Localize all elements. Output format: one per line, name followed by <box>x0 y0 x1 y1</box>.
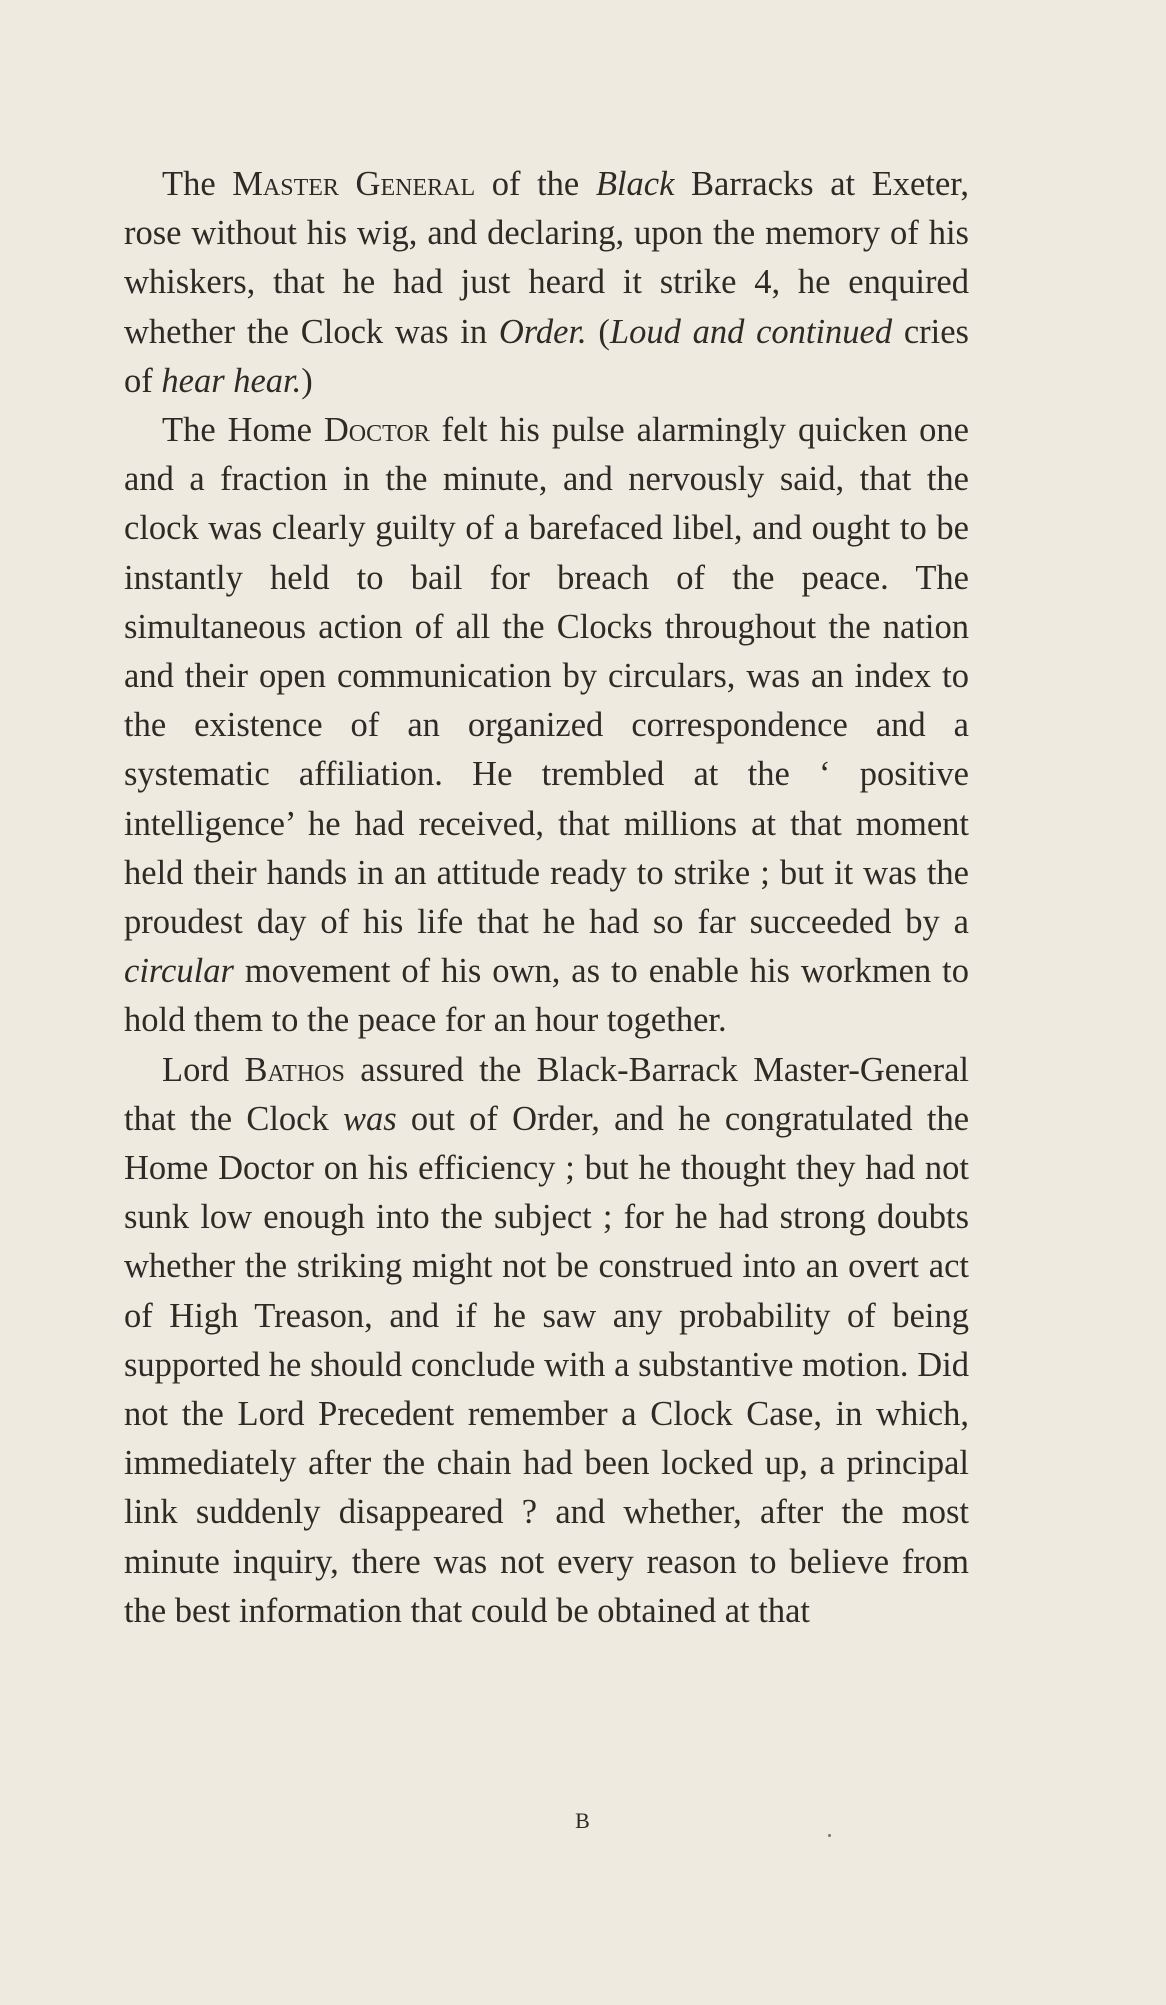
italic-hear-hear: hear hear. <box>161 361 302 400</box>
text-run: The <box>162 165 233 203</box>
signature-mark: B <box>575 1808 591 1833</box>
text-run: cries of <box>124 312 969 400</box>
text-run: The Home <box>162 411 324 450</box>
text-run: movement of his own, as to enable his workmen to hold them to the peace for an hour together. <box>124 952 969 1040</box>
body-text <box>124 160 969 1636</box>
italic-order: Order. <box>498 312 587 351</box>
italic-loud-and-continued: Loud and continued <box>609 312 893 351</box>
italic-was: was <box>342 1099 397 1138</box>
text-run: ( <box>586 312 610 351</box>
name-bathos: Bathos <box>244 1050 345 1089</box>
italic-black: Black <box>595 165 675 203</box>
text-run: out of Order, and he congratulated the Home Doctor on his efficiency ; but he thought they had not sunk low enough into the subject ; for he had strong doubts whether the striking might not be construed into an overt act of High Treason, and if he saw any probability of being supported he should conclude with a substantive motion. Did not the Lord Precedent remember a Clock Case, in which, immediately after the chain had been locked up, a principal link suddenly disappeared ? and whether, after the most minute inquiry, there was not every reason to believe from the best information that could be obtained at that <box>124 1099 970 1630</box>
italic-circular: circular <box>124 952 234 991</box>
text-run: felt his pulse alarmingly quicken one and a fraction in the minute, and nervously said, that the clock was clearly guilty of a barefaced libel, and ought to be instantly held to bail for breach of the peace. The simultaneous action of all the Clocks throughout the nation and their open communication by circulars, was an index to the existence of an organized correspondence and a systematic affiliation. He trembled at the ‘ positive intelligence’ he had received, that millions at that moment held their hands in an attitude ready to strike ; but it was the proudest day of his life that he had so far succeeded by a <box>124 411 969 942</box>
paper-speck <box>828 1834 831 1837</box>
text-run: of the <box>475 165 596 203</box>
name-master-general: Master General <box>232 165 476 203</box>
text-run: ) <box>301 361 313 400</box>
paragraph-home-doctor <box>124 406 969 1046</box>
text-run: Lord <box>162 1050 245 1089</box>
paragraph-lord-bathos <box>124 1046 969 1636</box>
text-run: assured the Black-Barrack Master-General that the Clock <box>124 1050 969 1138</box>
name-doctor: Doctor <box>323 411 430 450</box>
text-run: Barracks at Exeter, rose without his wig, and declaring, upon the memory of his whiskers, that he had just heard it strike 4, he enquired whether the Clock was in <box>124 165 969 351</box>
paragraph-master-general <box>124 160 969 406</box>
